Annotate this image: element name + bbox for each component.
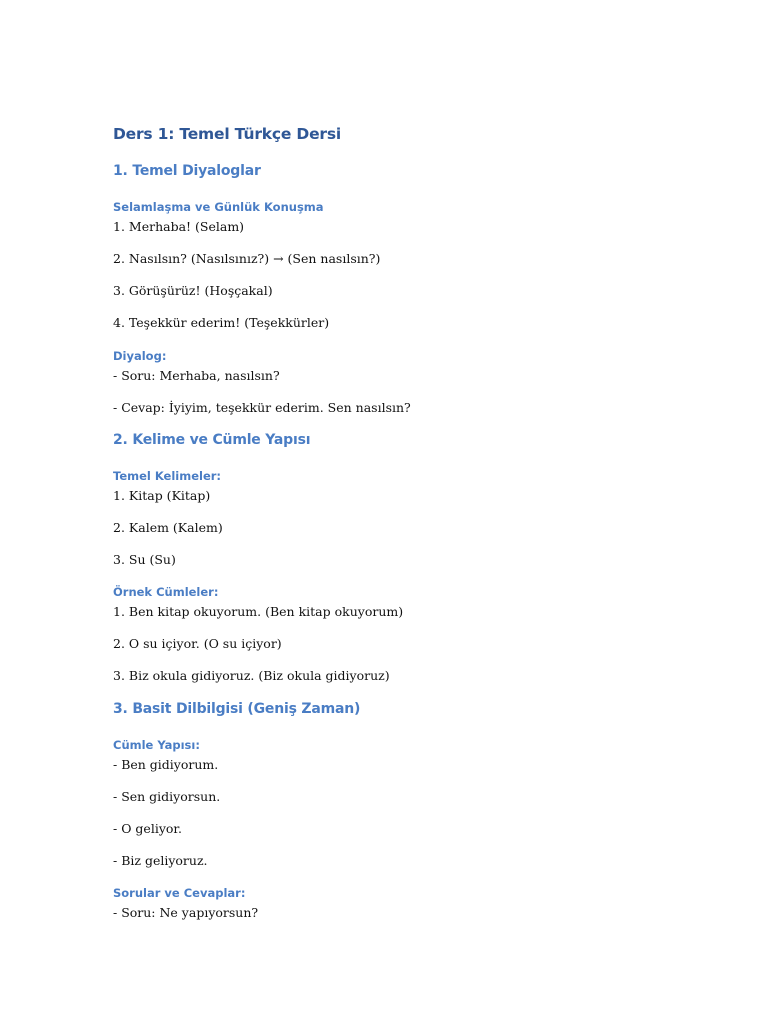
list-item: - Ben gidiyorum. xyxy=(113,757,219,772)
list-item: 4. Teşekkür ederim! (Teşekkürler) xyxy=(113,315,330,330)
subheading-dialog: Diyalog: xyxy=(113,349,167,363)
subheading-greetings: Selamlaşma ve Günlük Konuşma xyxy=(113,200,324,214)
subheading-sentence-structure: Cümle Yapısı: xyxy=(113,738,200,752)
section-heading-dialogues: 1. Temel Diyaloglar xyxy=(113,163,261,179)
dialog-line: - Cevap: İyiyim, teşekkür ederim. Sen nasılsın? xyxy=(113,400,411,415)
list-item: 1. Merhaba! (Selam) xyxy=(113,219,245,234)
list-item: 3. Görüşürüz! (Hoşçakal) xyxy=(113,283,273,298)
list-item: 2. O su içiyor. (O su içiyor) xyxy=(113,636,282,651)
list-item: 2. Nasılsın? (Nasılsınız?) → (Sen nasılsın?) xyxy=(113,251,381,266)
list-item: - Biz geliyoruz. xyxy=(113,853,208,868)
dialog-line: - Soru: Merhaba, nasılsın? xyxy=(113,368,280,383)
list-item: 3. Su (Su) xyxy=(113,552,176,567)
list-item: - Sen gidiyorsun. xyxy=(113,789,221,804)
qa-line: - Soru: Ne yapıyorsun? xyxy=(113,905,259,920)
subheading-basic-words: Temel Kelimeler: xyxy=(113,469,222,483)
section-heading-vocabulary: 2. Kelime ve Cümle Yapısı xyxy=(113,432,311,448)
subheading-questions-answers: Sorular ve Cevaplar: xyxy=(113,886,246,900)
document-title: Ders 1: Temel Türkçe Dersi xyxy=(113,125,341,143)
list-item: 2. Kalem (Kalem) xyxy=(113,520,223,535)
list-item: 3. Biz okula gidiyoruz. (Biz okula gidiyoruz) xyxy=(113,668,390,683)
list-item: 1. Ben kitap okuyorum. (Ben kitap okuyorum) xyxy=(113,604,404,619)
section-heading-grammar: 3. Basit Dilbilgisi (Geniş Zaman) xyxy=(113,701,361,717)
list-item: 1. Kitap (Kitap) xyxy=(113,488,211,503)
subheading-example-sentences: Örnek Cümleler: xyxy=(113,585,219,599)
list-item: - O geliyor. xyxy=(113,821,182,836)
